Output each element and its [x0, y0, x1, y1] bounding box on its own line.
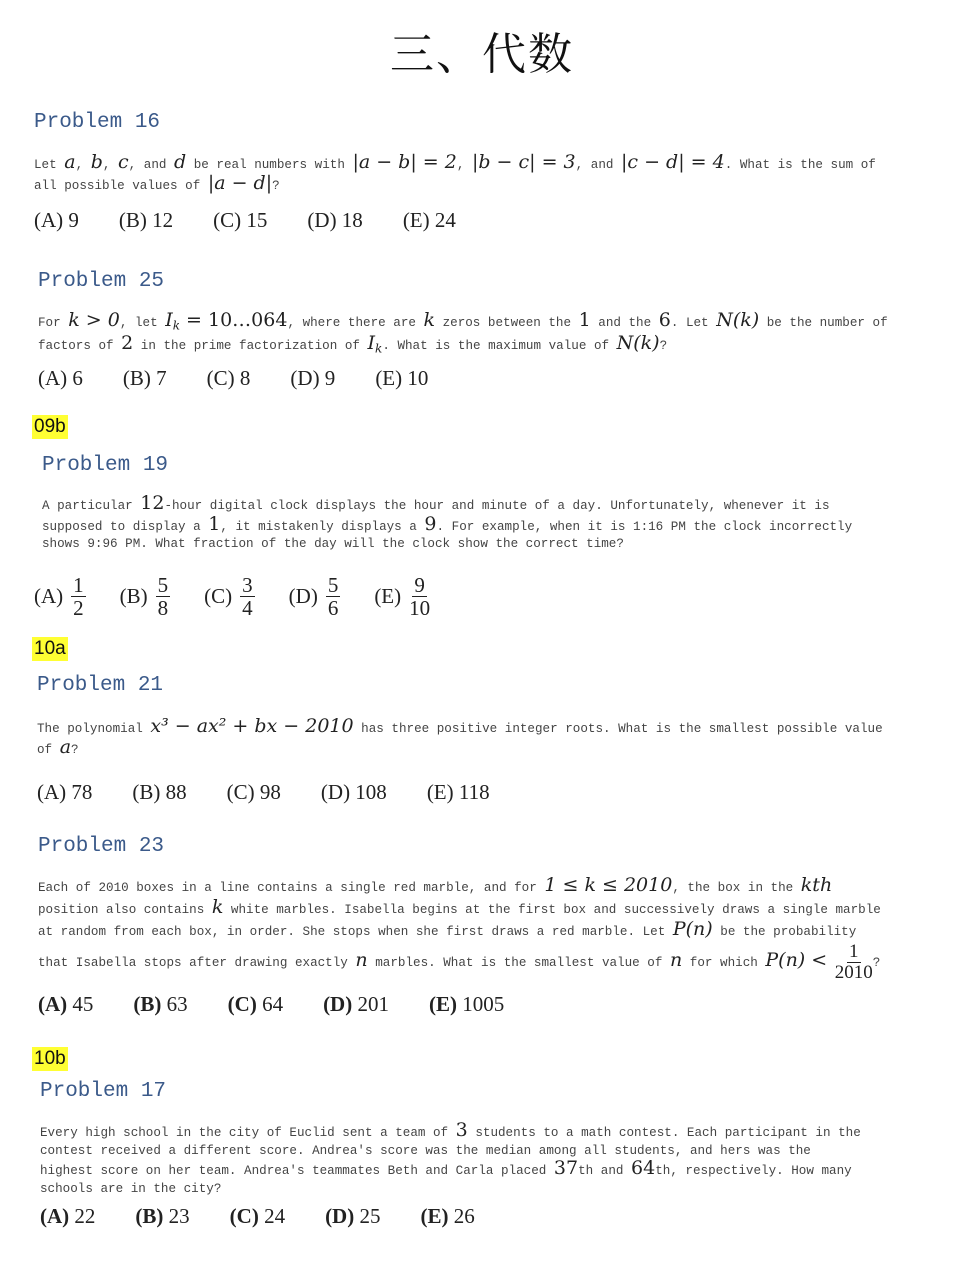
math: 6: [658, 309, 671, 331]
text: . What is the sum of all possible values of: [34, 158, 876, 193]
fraction: [409, 574, 430, 619]
choice-b[interactable]: [133, 992, 187, 1017]
text: ?: [659, 339, 668, 354]
denominator: 2: [73, 596, 84, 620]
choice-a[interactable]: (A) 78: [37, 780, 93, 804]
math: b: [90, 151, 103, 173]
text: Every high school in the city of Euclid sent a team of: [40, 1126, 456, 1140]
text: . For example, when it is 1:16 PM the clock incorrectly shows 9:96 PM. What fraction of the day will the clock show the correct time?: [42, 519, 853, 551]
text: Let: [34, 158, 65, 172]
text: in the prime factorization of: [133, 339, 368, 354]
choice-b[interactable]: (B) 7: [122, 366, 167, 390]
choice-label: (A): [40, 1204, 70, 1228]
choice-d[interactable]: [323, 992, 389, 1017]
math: I: [165, 309, 173, 331]
fraction: [326, 574, 341, 619]
math: n: [669, 948, 683, 971]
text: ?: [272, 178, 280, 193]
text: ,: [75, 158, 91, 172]
page-title: 三、代数: [390, 29, 574, 80]
choice-d[interactable]: (D) 18: [307, 208, 363, 232]
math: a: [64, 151, 76, 173]
choice-label: (D): [323, 992, 353, 1016]
choice-c[interactable]: (C) 15: [213, 208, 268, 232]
text: For: [38, 316, 69, 330]
problem-23-text: [38, 876, 888, 983]
text: A particular: [42, 499, 141, 513]
text: ,: [102, 158, 118, 172]
choice-b[interactable]: [135, 1204, 189, 1229]
choice-label: (C): [229, 1204, 259, 1228]
text: . Let: [670, 316, 717, 330]
math: k > 0: [68, 309, 120, 331]
math: 1 ≤ k ≤ 2010: [544, 874, 673, 896]
text: , the box in the: [672, 881, 801, 895]
choice-e[interactable]: (E) 10: [375, 366, 429, 390]
choice-b[interactable]: (B) 88: [132, 780, 187, 804]
choice-label: (D): [288, 584, 318, 608]
problem-17-choices: [40, 1204, 515, 1229]
problem-19-text: [42, 492, 877, 554]
problem-23-title: Problem 23: [38, 835, 165, 858]
choice-e[interactable]: (E) 118: [426, 780, 490, 804]
problem-19-title: Problem 19: [42, 454, 169, 477]
problem-21-title: Problem 21: [37, 674, 164, 697]
denominator: 10: [409, 596, 431, 620]
numerator: 5: [327, 573, 339, 597]
math-subscript: k: [375, 341, 383, 356]
choice-a[interactable]: [34, 574, 86, 619]
fraction: [71, 574, 86, 619]
text: Each of 2010 boxes in a line contains a single red marble, and for: [38, 881, 545, 895]
text: position also contains: [38, 903, 212, 917]
choice-value: 25: [359, 1204, 381, 1228]
text: be real numbers with: [186, 158, 353, 172]
choice-c[interactable]: [228, 992, 283, 1017]
math: 37: [553, 1157, 579, 1179]
choice-d[interactable]: [325, 1204, 380, 1229]
text: be the probability that Isabella stops after drawing exactly: [38, 925, 857, 970]
choice-label: (E): [374, 584, 402, 608]
choice-value: 201: [357, 992, 389, 1016]
choice-a[interactable]: [38, 992, 93, 1017]
choice-c[interactable]: (C) 8: [206, 366, 251, 390]
choice-b[interactable]: (B) 12: [118, 208, 174, 232]
choice-label: (A): [34, 584, 64, 608]
choice-c[interactable]: [204, 574, 255, 619]
text: marbles. What is the smallest value of: [367, 955, 670, 970]
text: , where there are: [287, 316, 424, 330]
math: |c − d| = 4: [621, 151, 725, 173]
text: , it mistakenly displays a: [220, 519, 425, 534]
choice-value: 63: [166, 992, 188, 1016]
problem-16-choices: [34, 208, 496, 233]
choice-c[interactable]: [230, 1204, 285, 1229]
text: ,: [456, 158, 472, 172]
problem-17-text: [40, 1119, 870, 1198]
problem-25-choices: [38, 366, 468, 391]
text: , let: [119, 316, 166, 330]
numerator: 5: [157, 573, 169, 597]
choice-label: (B): [133, 992, 162, 1016]
choice-e[interactable]: [420, 1204, 474, 1229]
choice-e[interactable]: [429, 992, 504, 1017]
choice-c[interactable]: (C) 98: [226, 780, 281, 804]
choice-e[interactable]: (E) 24: [402, 208, 456, 232]
choice-value: 64: [262, 992, 284, 1016]
math: I: [367, 332, 376, 355]
math: 64: [631, 1157, 656, 1179]
text: th, respectively. How many schools are in the city?: [40, 1164, 852, 1196]
choice-a[interactable]: (A) 9: [34, 208, 79, 232]
text: ?: [872, 955, 881, 970]
math: d: [174, 151, 187, 173]
text: students to a math contest. Each participant in the contest received a different score. Andrea's score was the median among all students, and hers was the highest score on her team. Andrea's teammates Beth and Carla placed: [40, 1126, 861, 1178]
fraction: [240, 574, 255, 619]
numerator: 3: [242, 573, 253, 597]
text: , and: [128, 158, 174, 172]
math: |b − c| = 3: [471, 151, 576, 173]
text: and the: [590, 316, 659, 330]
section-tag-10a: 10a: [34, 638, 66, 659]
text: -hour digital clock displays the hour and minute of a day. Unfortunately, whenever it is supposed to display a: [42, 499, 830, 534]
choice-label: (C): [204, 584, 233, 608]
math: = 10…064: [180, 309, 288, 331]
problem-25-text: [38, 309, 888, 358]
math: 12: [140, 492, 165, 514]
text: white marbles. Isabella begins at the first box and successively draws a single marble at random from each box, in order. She stops when she first draws a red marble. Let: [38, 903, 881, 939]
math: n: [355, 948, 368, 971]
problem-25-title: Problem 25: [38, 270, 165, 293]
math: |a − b| = 2: [352, 151, 457, 173]
text: th and: [578, 1164, 632, 1178]
math: 1: [208, 512, 221, 535]
choice-value: 23: [168, 1204, 190, 1228]
choice-value: 45: [72, 992, 94, 1016]
fraction: [156, 574, 171, 619]
math: P(n): [672, 918, 713, 940]
denominator: 2010: [834, 962, 873, 983]
math: k: [211, 896, 224, 918]
text: be the number of factors of: [38, 316, 888, 354]
math: 2: [121, 332, 134, 355]
math: P(n) <: [765, 948, 828, 971]
problem-16-title: Problem 16: [34, 111, 161, 134]
choice-label: (E): [420, 1204, 449, 1228]
choice-label: (B): [119, 584, 148, 608]
section-tag-09b: 09b: [34, 416, 66, 437]
numerator: 9: [414, 573, 425, 597]
math: a: [59, 735, 72, 758]
math: kth: [800, 874, 833, 896]
choice-value: 26: [453, 1204, 475, 1228]
text: has three positive integer roots. What is the smallest possible value of: [37, 722, 883, 757]
fraction: [835, 942, 873, 983]
math: N(k): [716, 309, 760, 331]
choice-b[interactable]: [120, 574, 171, 619]
math: 9: [424, 512, 437, 535]
choice-value: 24: [264, 1204, 286, 1228]
math: x³ − ax² + bx − 2010: [150, 715, 354, 737]
math: k: [423, 309, 436, 331]
math: 3: [455, 1119, 468, 1141]
text: zeros between the: [435, 316, 579, 330]
problem-17-title: Problem 17: [40, 1080, 167, 1103]
math: N(k): [616, 332, 660, 355]
math: |a − d|: [207, 171, 273, 194]
numerator: 1: [73, 573, 84, 597]
math-subscript: k: [172, 318, 180, 333]
math: c: [117, 151, 129, 173]
choice-d[interactable]: [289, 574, 341, 619]
text: , and: [575, 158, 622, 172]
denominator: 4: [242, 596, 253, 620]
choice-a[interactable]: (A) 6: [38, 366, 83, 390]
text: The polynomial: [37, 722, 151, 736]
choice-value: 22: [74, 1204, 96, 1228]
choice-d[interactable]: (D) 9: [290, 366, 336, 390]
denominator: 8: [157, 596, 169, 620]
text: ?: [71, 742, 79, 757]
problem-16-text: [34, 151, 884, 195]
choice-a[interactable]: [40, 1204, 95, 1229]
choice-e[interactable]: [374, 574, 430, 619]
section-tag-10b: 10b: [34, 1048, 66, 1069]
denominator: 6: [327, 596, 339, 620]
choice-value: 1005: [462, 992, 505, 1016]
choice-label: (D): [325, 1204, 355, 1228]
choice-label: (B): [135, 1204, 164, 1228]
problem-19-choices: [34, 574, 464, 619]
text: for which: [682, 955, 766, 970]
choice-label: (E): [428, 992, 457, 1016]
math: 1: [578, 309, 591, 331]
choice-label: (C): [227, 992, 257, 1016]
numerator: 1: [849, 941, 859, 962]
problem-21-text: [37, 715, 887, 759]
problem-23-choices: [38, 992, 544, 1017]
problem-21-choices: [37, 780, 530, 805]
choice-label: (A): [38, 992, 68, 1016]
choice-d[interactable]: (D) 108: [320, 780, 387, 804]
text: . What is the maximum value of: [382, 339, 617, 354]
